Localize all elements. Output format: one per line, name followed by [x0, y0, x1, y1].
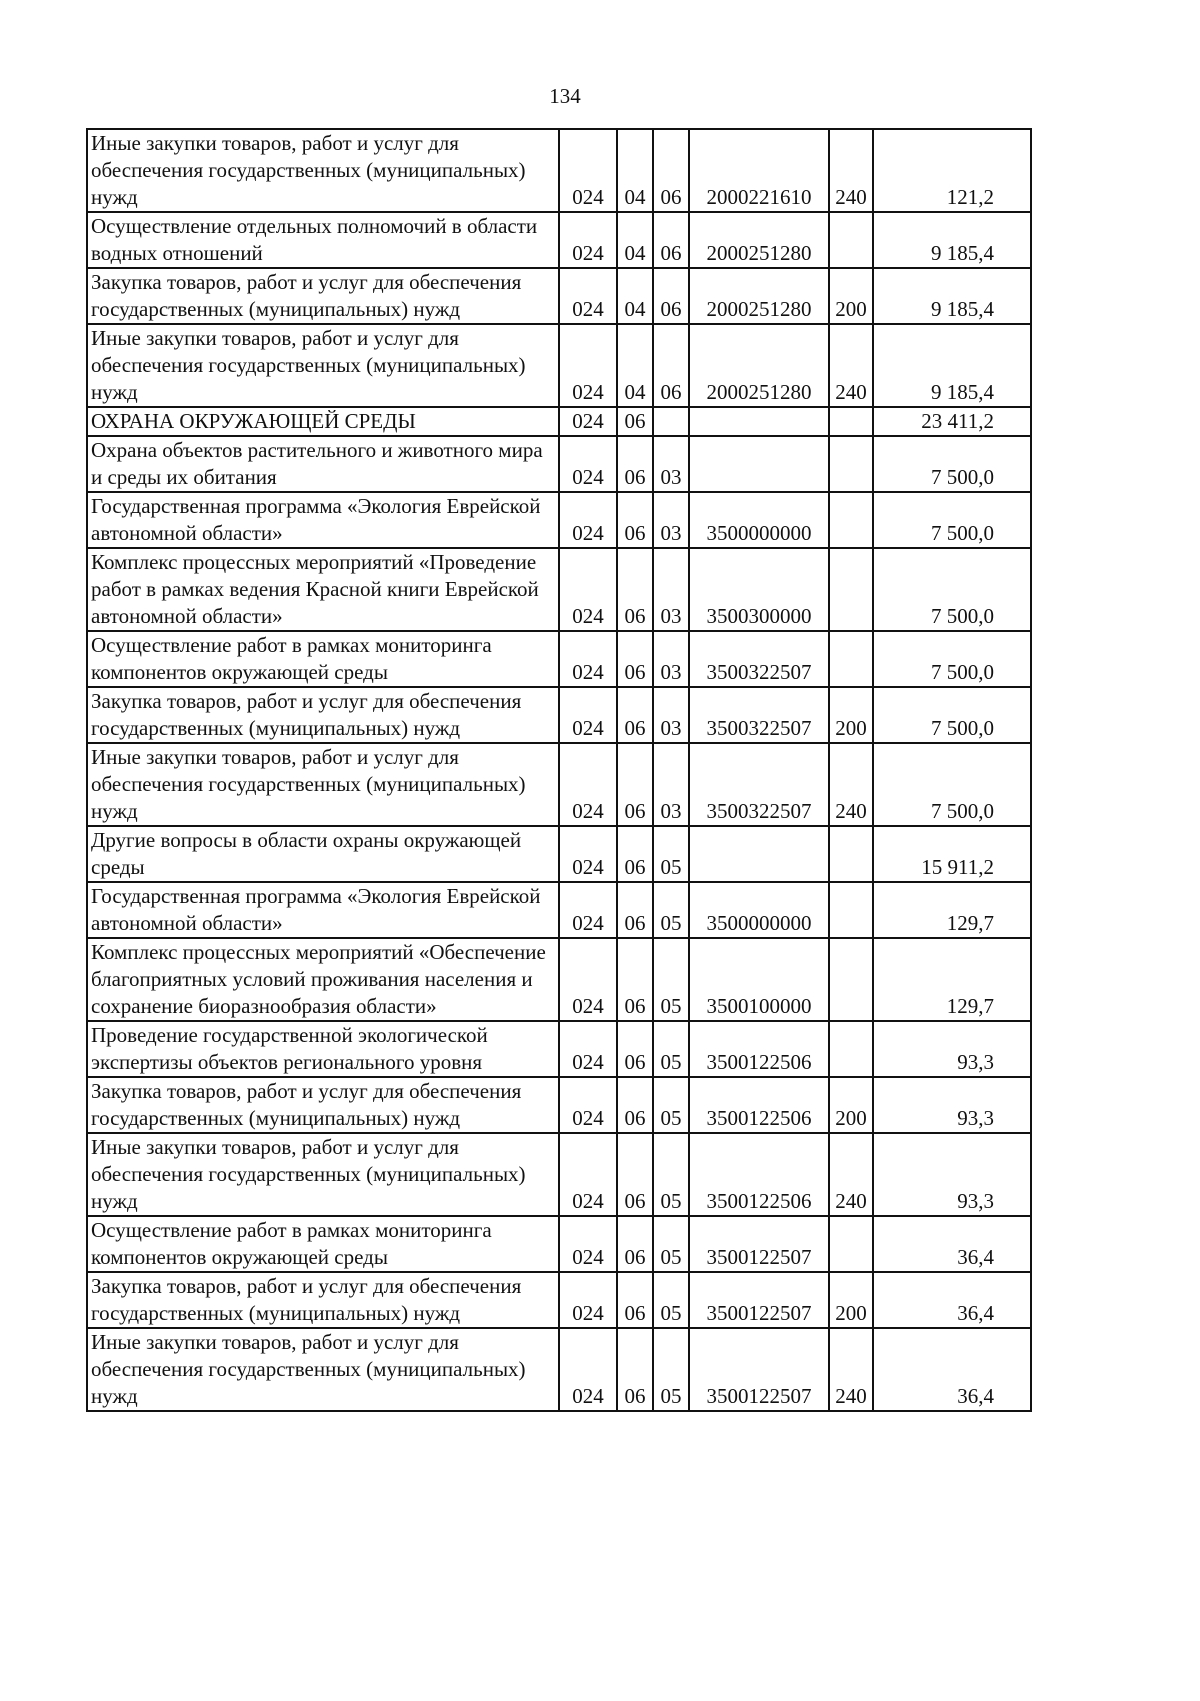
row-amount: 9 185,4 [873, 268, 1031, 324]
row-name: Комплекс процессных мероприятий «Проведение работ в рамках ведения Красной книги Еврейской автономной области» [87, 548, 559, 631]
row-section-code: 06 [617, 687, 653, 743]
table-row [87, 1216, 1031, 1272]
row-target-article: 2000251280 [689, 324, 829, 407]
row-target-article: 3500300000 [689, 548, 829, 631]
row-target-article [689, 826, 829, 882]
row-amount: 9 185,4 [873, 212, 1031, 268]
row-ministry-code: 024 [559, 882, 617, 938]
row-ministry-code: 024 [559, 212, 617, 268]
row-target-article: 3500122506 [689, 1077, 829, 1133]
row-ministry-code: 024 [559, 407, 617, 436]
row-section-code: 06 [617, 743, 653, 826]
row-target-article: 3500122507 [689, 1272, 829, 1328]
table-row [87, 212, 1031, 268]
row-amount: 93,3 [873, 1021, 1031, 1077]
row-section-code: 06 [617, 1133, 653, 1216]
row-expense-type: 240 [829, 324, 873, 407]
table-row [87, 631, 1031, 687]
row-ministry-code: 024 [559, 687, 617, 743]
row-expense-type [829, 631, 873, 687]
row-target-article: 3500122507 [689, 1216, 829, 1272]
row-target-article: 2000251280 [689, 212, 829, 268]
row-subsection-code: 06 [653, 268, 689, 324]
row-subsection-code: 03 [653, 687, 689, 743]
row-section-code: 06 [617, 631, 653, 687]
row-name: Другие вопросы в области охраны окружающей среды [87, 826, 559, 882]
row-subsection-code: 06 [653, 324, 689, 407]
row-name: Осуществление работ в рамках мониторинга компонентов окружающей среды [87, 631, 559, 687]
row-subsection-code: 05 [653, 1077, 689, 1133]
row-section-code: 06 [617, 407, 653, 436]
table-row [87, 407, 1031, 436]
row-amount: 36,4 [873, 1216, 1031, 1272]
row-amount: 7 500,0 [873, 631, 1031, 687]
row-ministry-code: 024 [559, 1133, 617, 1216]
row-amount: 36,4 [873, 1328, 1031, 1411]
row-ministry-code: 024 [559, 1077, 617, 1133]
row-ministry-code: 024 [559, 1328, 617, 1411]
row-ministry-code: 024 [559, 492, 617, 548]
row-ministry-code: 024 [559, 743, 617, 826]
table-body [87, 129, 1031, 1411]
row-target-article: 2000221610 [689, 129, 829, 212]
row-section-code: 06 [617, 1021, 653, 1077]
row-name: Осуществление работ в рамках мониторинга компонентов окружающей среды [87, 1216, 559, 1272]
row-section-code: 06 [617, 548, 653, 631]
row-expense-type: 240 [829, 129, 873, 212]
table-row [87, 687, 1031, 743]
row-target-article: 3500000000 [689, 882, 829, 938]
row-expense-type: 240 [829, 743, 873, 826]
row-subsection-code: 05 [653, 1021, 689, 1077]
row-name: Закупка товаров, работ и услуг для обеспечения государственных (муниципальных) нужд [87, 268, 559, 324]
row-amount: 129,7 [873, 882, 1031, 938]
table-row [87, 1328, 1031, 1411]
row-ministry-code: 024 [559, 324, 617, 407]
row-name: Проведение государственной экологической экспертизы объектов регионального уровня [87, 1021, 559, 1077]
row-amount: 7 500,0 [873, 492, 1031, 548]
row-target-article: 3500322507 [689, 631, 829, 687]
table-row [87, 882, 1031, 938]
row-amount: 7 500,0 [873, 436, 1031, 492]
row-expense-type [829, 826, 873, 882]
row-subsection-code: 03 [653, 436, 689, 492]
row-name: Закупка товаров, работ и услуг для обеспечения государственных (муниципальных) нужд [87, 687, 559, 743]
row-target-article: 3500122506 [689, 1133, 829, 1216]
row-target-article: 3500000000 [689, 492, 829, 548]
row-name: Государственная программа «Экология Еврейской автономной области» [87, 882, 559, 938]
row-ministry-code: 024 [559, 826, 617, 882]
row-ministry-code: 024 [559, 1216, 617, 1272]
row-expense-type: 200 [829, 1272, 873, 1328]
row-amount: 36,4 [873, 1272, 1031, 1328]
row-section-code: 06 [617, 492, 653, 548]
row-amount: 15 911,2 [873, 826, 1031, 882]
row-section-code: 04 [617, 268, 653, 324]
row-expense-type [829, 882, 873, 938]
row-amount: 93,3 [873, 1077, 1031, 1133]
row-expense-type [829, 436, 873, 492]
row-subsection-code: 05 [653, 1272, 689, 1328]
row-section-code: 06 [617, 1077, 653, 1133]
row-section-code: 06 [617, 1328, 653, 1411]
row-name: Комплекс процессных мероприятий «Обеспечение благоприятных условий проживания населения и сохранение биоразнообразия области» [87, 938, 559, 1021]
row-amount: 7 500,0 [873, 743, 1031, 826]
row-subsection-code: 06 [653, 129, 689, 212]
row-target-article [689, 436, 829, 492]
row-ministry-code: 024 [559, 1021, 617, 1077]
row-name: ОХРАНА ОКРУЖАЮЩЕЙ СРЕДЫ [87, 407, 559, 436]
row-target-article [689, 407, 829, 436]
row-name: Иные закупки товаров, работ и услуг для обеспечения государственных (муниципальных) нужд [87, 1133, 559, 1216]
row-name: Закупка товаров, работ и услуг для обеспечения государственных (муниципальных) нужд [87, 1272, 559, 1328]
row-subsection-code: 03 [653, 743, 689, 826]
table-row [87, 129, 1031, 212]
row-section-code: 06 [617, 1272, 653, 1328]
row-expense-type [829, 548, 873, 631]
row-section-code: 04 [617, 324, 653, 407]
row-amount: 7 500,0 [873, 548, 1031, 631]
row-section-code: 04 [617, 212, 653, 268]
page-number: 134 [549, 84, 581, 108]
row-ministry-code: 024 [559, 938, 617, 1021]
row-amount: 121,2 [873, 129, 1031, 212]
row-section-code: 06 [617, 826, 653, 882]
row-target-article: 3500322507 [689, 743, 829, 826]
row-section-code: 06 [617, 882, 653, 938]
row-ministry-code: 024 [559, 268, 617, 324]
row-subsection-code: 03 [653, 631, 689, 687]
row-amount: 23 411,2 [873, 407, 1031, 436]
table-row [87, 1021, 1031, 1077]
row-ministry-code: 024 [559, 436, 617, 492]
row-expense-type [829, 212, 873, 268]
table-row [87, 1133, 1031, 1216]
table-row [87, 826, 1031, 882]
row-expense-type: 240 [829, 1133, 873, 1216]
row-name: Иные закупки товаров, работ и услуг для обеспечения государственных (муниципальных) нужд [87, 743, 559, 826]
row-name: Охрана объектов растительного и животного мира и среды их обитания [87, 436, 559, 492]
row-target-article: 3500122506 [689, 1021, 829, 1077]
table-row [87, 1272, 1031, 1328]
budget-table [86, 128, 1032, 1412]
table-row [87, 1077, 1031, 1133]
row-subsection-code: 03 [653, 548, 689, 631]
row-amount: 7 500,0 [873, 687, 1031, 743]
row-amount: 129,7 [873, 938, 1031, 1021]
row-target-article: 3500322507 [689, 687, 829, 743]
row-expense-type: 240 [829, 1328, 873, 1411]
row-name: Осуществление отдельных полномочий в области водных отношений [87, 212, 559, 268]
row-amount: 93,3 [873, 1133, 1031, 1216]
table-row [87, 743, 1031, 826]
row-subsection-code: 05 [653, 826, 689, 882]
row-target-article: 2000251280 [689, 268, 829, 324]
row-name: Иные закупки товаров, работ и услуг для обеспечения государственных (муниципальных) нужд [87, 324, 559, 407]
row-expense-type [829, 938, 873, 1021]
row-expense-type: 200 [829, 268, 873, 324]
row-expense-type [829, 1216, 873, 1272]
table-row [87, 938, 1031, 1021]
row-amount: 9 185,4 [873, 324, 1031, 407]
row-target-article: 3500100000 [689, 938, 829, 1021]
row-name: Государственная программа «Экология Еврейской автономной области» [87, 492, 559, 548]
table-row [87, 436, 1031, 492]
row-subsection-code: 05 [653, 1216, 689, 1272]
row-expense-type: 200 [829, 687, 873, 743]
row-target-article: 3500122507 [689, 1328, 829, 1411]
table-row [87, 548, 1031, 631]
row-subsection-code: 03 [653, 492, 689, 548]
table-row [87, 268, 1031, 324]
table-row [87, 324, 1031, 407]
row-expense-type [829, 407, 873, 436]
table-row [87, 492, 1031, 548]
row-section-code: 04 [617, 129, 653, 212]
row-subsection-code: 05 [653, 882, 689, 938]
row-subsection-code: 05 [653, 1328, 689, 1411]
row-section-code: 06 [617, 938, 653, 1021]
row-ministry-code: 024 [559, 1272, 617, 1328]
row-section-code: 06 [617, 436, 653, 492]
row-expense-type: 200 [829, 1077, 873, 1133]
row-ministry-code: 024 [559, 129, 617, 212]
row-subsection-code: 06 [653, 212, 689, 268]
row-subsection-code: 05 [653, 1133, 689, 1216]
row-name: Иные закупки товаров, работ и услуг для обеспечения государственных (муниципальных) нужд [87, 1328, 559, 1411]
row-ministry-code: 024 [559, 548, 617, 631]
row-expense-type [829, 492, 873, 548]
row-name: Иные закупки товаров, работ и услуг для обеспечения государственных (муниципальных) нужд [87, 129, 559, 212]
row-name: Закупка товаров, работ и услуг для обеспечения государственных (муниципальных) нужд [87, 1077, 559, 1133]
row-subsection-code: 05 [653, 938, 689, 1021]
row-expense-type [829, 1021, 873, 1077]
row-ministry-code: 024 [559, 631, 617, 687]
row-subsection-code [653, 407, 689, 436]
row-section-code: 06 [617, 1216, 653, 1272]
